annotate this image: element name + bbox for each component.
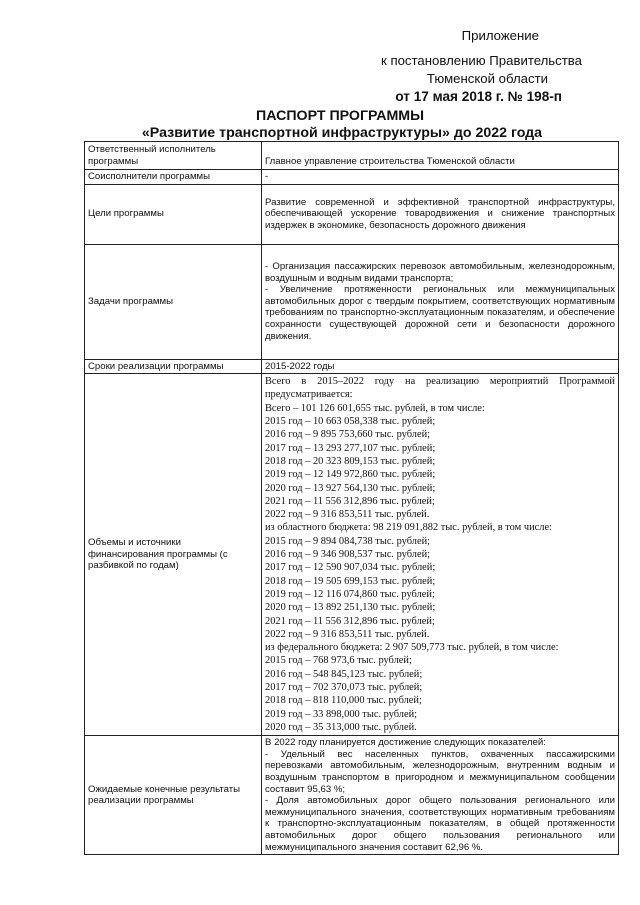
funding-value xyxy=(262,374,619,736)
funding-year-line: 2019 год – 33 898,000 тыс. рублей; xyxy=(265,708,418,720)
funding-year-line: 2015 год – 10 663 058,338 тыс. рублей; xyxy=(265,416,436,428)
table-row xyxy=(85,142,619,170)
goals-value: Развитие современной и эффективной транспортной инфраструктуры, обеспечивающей ускорение товародвижения и снижение транспортных издержек в экономике, безопасность дорожного движения xyxy=(262,184,619,244)
results-intro: В 2022 году планируется достижение следующих показателей: xyxy=(265,737,546,749)
table-row xyxy=(85,184,619,244)
funding-label: Объемы и источники финансирования программы (с разбивкой по годам) xyxy=(85,374,262,736)
funding-regional-years xyxy=(265,535,615,641)
program-name: «Развитие транспортной инфраструктуры» до 2022 года xyxy=(141,125,543,141)
funding-year-line: 2018 год – 818 110,000 тыс. рублей; xyxy=(265,695,422,707)
appendix-label: Приложение xyxy=(461,28,539,43)
appendix-decree: к постановлению Правительства xyxy=(381,53,582,68)
funding-year-line: 2016 год – 9 895 753,660 тыс. рублей; xyxy=(265,429,431,441)
funding-year-line: 2018 год – 19 505 699,153 тыс. рублей; xyxy=(265,575,436,587)
funding-year-line: 2016 год – 9 346 908,537 тыс. рублей; xyxy=(265,549,431,561)
table-row xyxy=(85,244,619,359)
funding-total-years xyxy=(265,415,615,521)
funding-year-line: 2017 год – 702 370,073 тыс. рублей; xyxy=(265,682,423,694)
result-item: - Доля автомобильных дорог общего пользования регионального или межмуниципального значения, соответствующих нормативным требованиям к транспортно-эксплуатационным показателям, в общей протяженности автомобильных дорог общего пользования регионального или межмуниципального значения составит 62,96 %. xyxy=(265,795,615,853)
passport-title: ПАСПОРТ ПРОГРАММЫ xyxy=(256,108,424,124)
coexecutors-value: - xyxy=(262,170,619,185)
tasks-label: Задачи программы xyxy=(85,244,262,359)
task-item: - Увеличение протяженности региональных или межмуниципальных автомобильных дорог с твердым покрытием, соответствующих нормативным требованиям по транспортно-эксплуатационным показателям, и обеспечение сохранности существующей дорожной сети и безопасности дорожного движения. xyxy=(265,284,615,342)
funding-regional: из областного бюджета: 98 219 091,882 тыс. рублей, в том числе: xyxy=(265,522,552,534)
funding-year-line: 2022 год – 9 316 853,511 тыс. рублей. xyxy=(265,509,430,521)
table-row xyxy=(85,374,619,736)
goals-label: Цели программы xyxy=(85,184,262,244)
funding-year-line: 2020 год – 13 927 564,130 тыс. рублей; xyxy=(265,482,436,494)
funding-year-line: 2019 год – 12 116 074,860 тыс. рублей; xyxy=(265,588,435,600)
funding-year-line: 2019 год – 12 149 972,860 тыс. рублей; xyxy=(265,469,436,481)
funding-year-line: 2020 год – 35 313,000 тыс. рублей. xyxy=(265,721,417,733)
task-item: - Организация пассажирских перевозок автомобильным, железнодорожным, воздушным и водным видами транспорта; xyxy=(265,261,615,284)
funding-year-line: 2021 год – 11 556 312,896 тыс. рублей; xyxy=(265,615,435,627)
funding-year-line: 2020 год – 13 892 251,130 тыс. рублей; xyxy=(265,602,436,614)
funding-year-line: 2022 год – 9 316 853,511 тыс. рублей. xyxy=(265,628,430,640)
funding-year-line: 2016 год – 548 845,123 тыс. рублей; xyxy=(265,668,423,680)
appendix-region: Тюменской области xyxy=(426,71,548,86)
table-row xyxy=(85,736,619,855)
funding-federal: из федерального бюджета: 2 907 509,773 тыс. рублей, в том числе: xyxy=(265,642,559,654)
funding-year-line: 2018 год – 20 323 809,153 тыс. рублей; xyxy=(265,455,436,467)
funding-year-line: 2015 год – 9 894 084,738 тыс. рублей; xyxy=(265,535,431,547)
funding-year-line: 2015 год – 768 973,6 тыс. рублей; xyxy=(265,655,412,667)
table-row xyxy=(85,170,619,185)
appendix-date-number: от 17 мая 2018 г. № 198-п xyxy=(395,89,562,104)
results-value xyxy=(262,736,619,855)
executor-label: Ответственный исполнитель программы xyxy=(85,142,262,170)
funding-intro: Всего в 2015–2022 году на реализацию мероприятий Программой предусматривается: xyxy=(265,376,615,401)
table-row xyxy=(85,359,619,374)
funding-year-line: 2021 год – 11 556 312,896 тыс. рублей; xyxy=(265,495,435,507)
executor-value: Главное управление строительства Тюменской области xyxy=(262,142,619,170)
funding-total: Всего – 101 126 601,655 тыс. рублей, в том числе: xyxy=(265,402,485,414)
tasks-value xyxy=(262,244,619,359)
terms-value: 2015-2022 годы xyxy=(262,359,619,374)
coexecutors-label: Соисполнители программы xyxy=(85,170,262,185)
result-item: - Удельный вес населенных пунктов, охваченных пассажирскими перевозками автомобильным, железнодорожным, внутренним водным и воздушным транспортом в пригородном и межмуниципальном сообщении составит 95,63 %; xyxy=(265,748,615,795)
funding-year-line: 2017 год – 13 293 277,107 тыс. рублей; xyxy=(265,442,436,454)
funding-year-line: 2017 год – 12 590 907,034 тыс. рублей; xyxy=(265,562,436,574)
funding-federal-years xyxy=(265,654,615,734)
terms-label: Сроки реализации программы xyxy=(85,359,262,374)
program-passport-table xyxy=(84,141,619,855)
results-label: Ожидаемые конечные результаты реализации программы xyxy=(85,736,262,855)
